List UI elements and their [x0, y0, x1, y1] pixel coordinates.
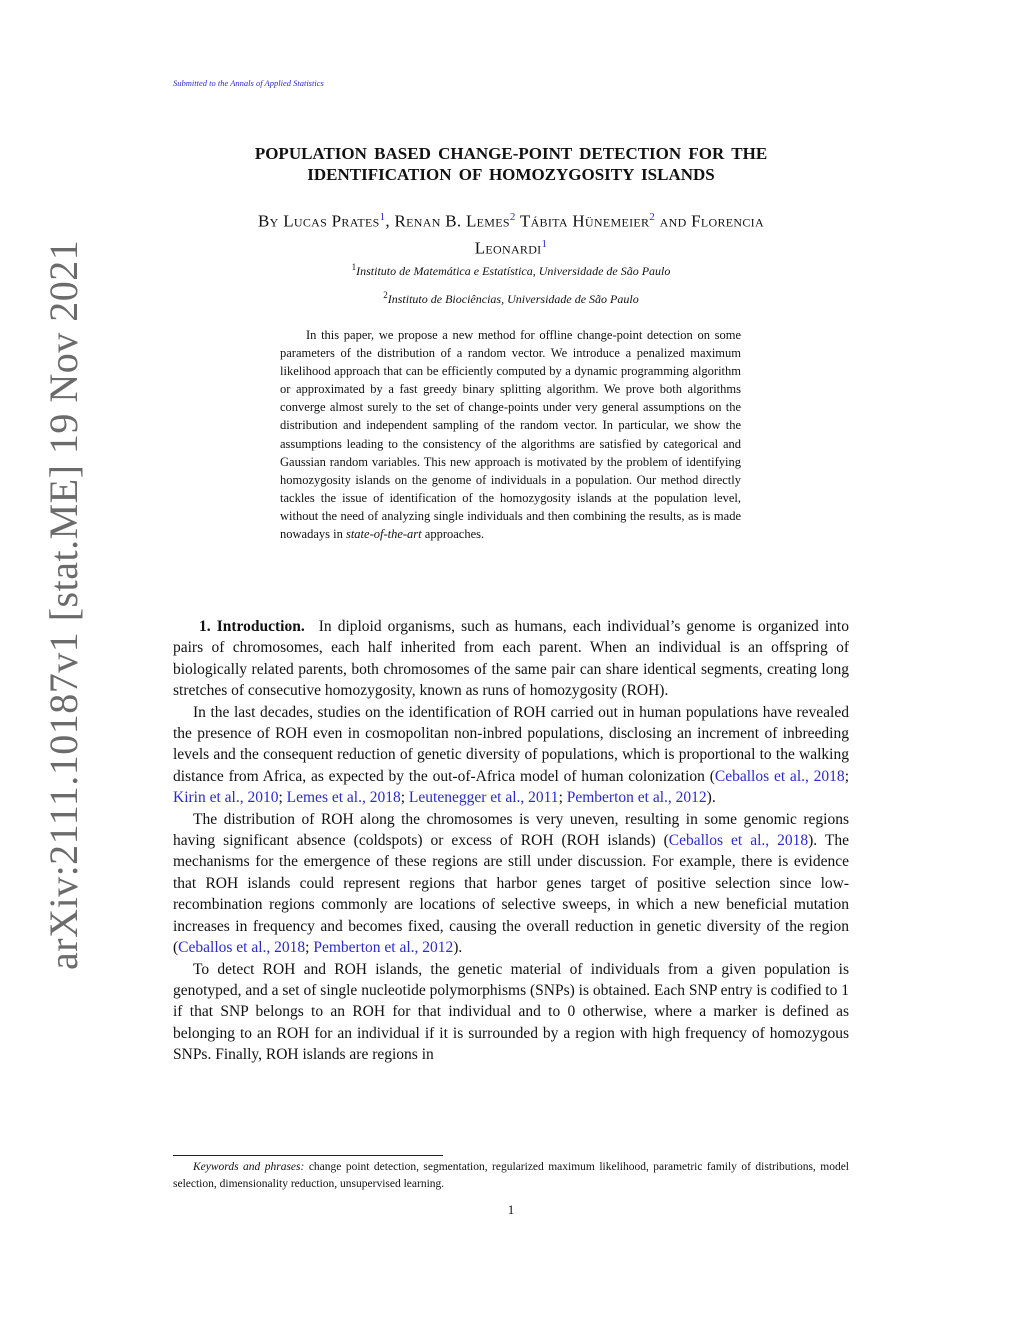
abstract [280, 326, 741, 543]
paragraph-text: The distribution of ROH along the chromosomes is very uneven, resulting in some genomic regions having significant absence (coldspots) or excess of ROH (ROH islands) ( [173, 810, 849, 850]
page-number: 1 [507, 1202, 515, 1217]
paper-title [173, 143, 849, 185]
affiliation-text: Instituto de Biociências, Universidade de São Paulo [387, 292, 639, 306]
author-affil-mark[interactable]: 1 [379, 211, 386, 223]
title-line-1: POPULATION BASED CHANGE-POINT DETECTION FOR THE [254, 144, 768, 163]
citation-link[interactable]: Leutenegger et al., 2011 [408, 789, 559, 807]
header-note[interactable]: Submitted to the Annals of Applied Statistics [173, 78, 324, 88]
intro-paragraph-3: The distribution of ROH along the chromosomes is very uneven, resulting in some genomic regions having significant absence (coldspots) or excess of ROH (ROH islands) (Ceballos et al., 2018). The mechanisms for the emergence of these regions are still under discussion. For example, there is evidence that ROH islands could represent regions that harbor genes target of positive selection since low-recombination regions commonly are locations of selective sweeps, in which a new beneficial mutation increases in frequency and becomes fixed, causing the overall reduction in genetic diversity of the region (Ceballos et al., 2018; Pemberton et al., 2012). [173, 810, 849, 957]
intro-paragraph-4 [173, 959, 849, 1066]
author-leonardi: Leonardi [474, 238, 542, 258]
author-hunemeier: Tábita Hünemeier [515, 211, 650, 231]
author-by: By [258, 211, 279, 231]
citation-link[interactable]: Ceballos et al., 2018 [668, 832, 809, 850]
intro-paragraph-2: In the last decades, studies on the identification of ROH carried out in human populations have revealed the presence of ROH even in cosmopolitan non-inbred populations, disclosing an increment of inbreeding levels and the consequent reduction of genetic diversity of populations, which is proportional to the walking distance from Africa, as expected by the out-of-Africa model of human colonization (Ceballos et al., 2018; Kirin et al., 2010; Lemes et al., 2018; Leutenegger et al., 2011; Pemberton et al., 2012). [173, 703, 849, 807]
author-list [173, 206, 849, 259]
section-heading: 1. Introduction. [199, 618, 305, 635]
author-and: and Florencia [655, 211, 764, 231]
affiliation-2 [173, 290, 849, 307]
citation-link[interactable]: Pemberton et al., 2012 [566, 789, 707, 807]
paragraph-text: In diploid organisms, such as humans, each individual’s genome is organized into pairs of chromosomes, each half inherited from each parent. When an individual is an offspring of biologically related parents, both chromosomes of the same pair can share identical segments, creating long stretches of consecutive homozygosity, known as runs of homozygosity (ROH). [173, 618, 849, 700]
author-affil-mark[interactable]: 2 [509, 211, 516, 223]
author-prates: Lucas Prates [283, 211, 380, 231]
affiliation-mark: 1 [351, 262, 357, 272]
introduction-section [173, 616, 849, 1066]
citation-link[interactable]: Pemberton et al., 2012 [313, 939, 454, 957]
paragraph-text: In the last decades, studies on the identification of ROH carried out in human populations have revealed the presence of ROH even in cosmopolitan non-inbred populations, disclosing an increment of inbreeding levels and the consequent reduction of genetic diversity of populations, which is proportional to the walking distance from Africa, as expected by the out-of-Africa model of human colonization ( [173, 703, 849, 785]
keywords-label: Keywords and phrases: [193, 1161, 305, 1173]
abstract-end: approaches. [421, 527, 485, 542]
citation-link[interactable]: Lemes et al., 2018 [286, 789, 401, 807]
affiliation-1 [173, 262, 849, 279]
abstract-text: In this paper, we propose a new method for offline change-point detection on some parameters of the distribution of a random vector. We introduce a penalized maximum likelihood approach that can be efficiently computed by a dynamic programming algorithm or approximated by a fast greedy binary splitting algorithm. We prove both algorithms converge almost surely to the set of change-points under very general assumptions on the distribution and independent sampling of the random vector. In particular, we show the assumptions leading to the consistency of the algorithms are satisfied by categorical and Gaussian random variables. This new approach is motivated by the problem of identifying homozygosity islands on the genome of individuals in a population. Our method directly tackles the issue of identification of the homozygosity islands at the population level, without the need of analyzing single individuals and then combining the results, as is made nowadays in [280, 328, 741, 542]
keywords-text: change point detection, segmentation, regularized maximum likelihood, parametric family of distributions, model selection, dimensionality reduction, unsupervised learning. [173, 1161, 850, 1190]
paragraph-text: ). The mechanisms for the emergence of these regions are still under discussion. For example, there is evidence that ROH islands could represent regions that harbor genes target of positive selection since low-recombination regions commonly are locations of selective sweeps, in which a new beneficial mutation increases in frequency and becomes fixed, causing the overall reduction in genetic diversity of the region ( [173, 832, 849, 957]
citation-link[interactable]: Kirin et al., 2010 [173, 789, 279, 807]
paragraph-text: To detect ROH and ROH islands, the genetic material of individuals from a given population is genotyped, and a set of single nucleotide polymorphisms (SNPs) is obtained. Each SNP entry is codified to 1 if that SNP belongs to an ROH for that individual and to 0 otherwise, where a marker is defined as belonging to an ROH for an individual if it is surrounded by a region with high frequency of homozygous SNPs. Finally, ROH islands are regions in [173, 960, 849, 1064]
author-affil-mark[interactable]: 2 [649, 211, 656, 223]
abstract-emphasis: state-of-the-art [345, 527, 422, 542]
citation-link[interactable]: Ceballos et al., 2018 [178, 939, 306, 957]
author-lemes: , Renan B. Lemes [385, 211, 510, 231]
keywords-footnote [173, 1159, 849, 1193]
arxiv-identifier: arXiv:2111.10187v1 [stat.ME] 19 Nov 2021 [41, 239, 86, 970]
footnote-rule [173, 1155, 443, 1156]
title-line-2: IDENTIFICATION OF HOMOZYGOSITY ISLANDS [307, 165, 715, 184]
citation-link[interactable]: Ceballos et al., 2018 [714, 767, 845, 785]
author-affil-mark[interactable]: 1 [541, 237, 548, 250]
intro-paragraph-1 [173, 616, 849, 702]
affiliation-mark: 2 [383, 290, 388, 300]
affiliation-text: Instituto de Matemática e Estatística, Universidade de São Paulo [356, 264, 671, 278]
